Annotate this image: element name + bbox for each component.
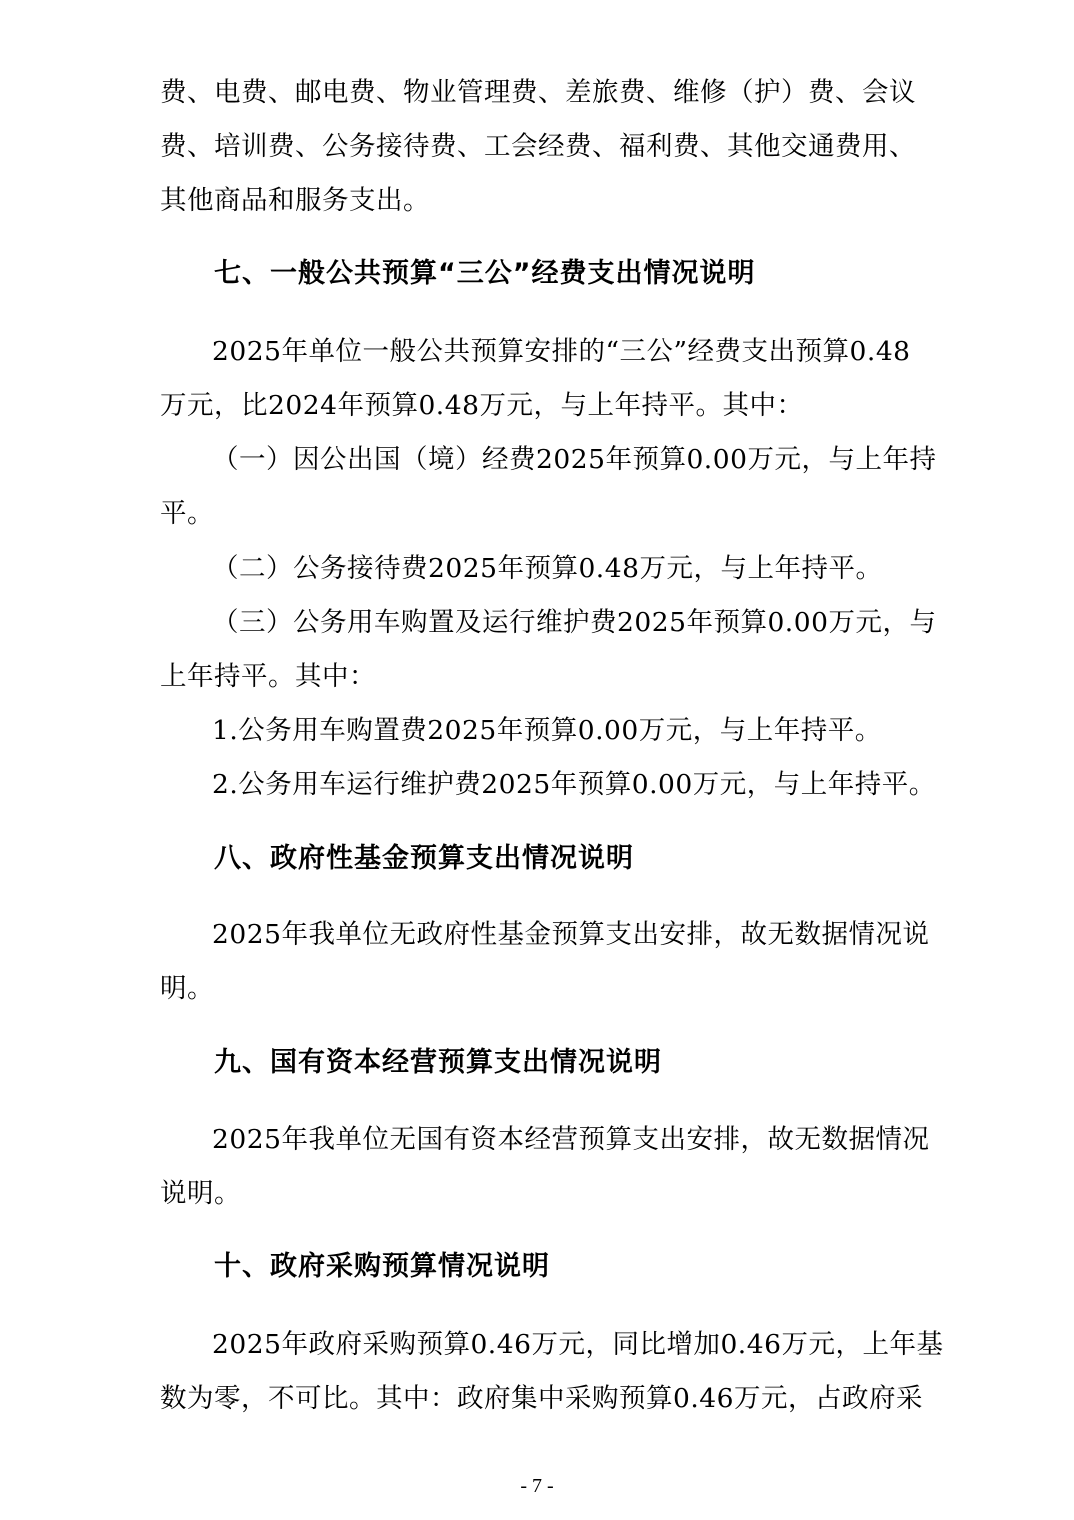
body-text-line: 上年持平。其中： [160,661,376,692]
body-text-line: （二）公务接待费2025年预算0.48万元，与上年持平。 [212,553,883,584]
body-text-line: 明。 [160,973,214,1004]
body-text-line: 1.公务用车购置费2025年预算0.00万元，与上年持平。 [212,715,882,746]
body-text-line: 万元，比2024年预算0.48万元，与上年持平。其中： [160,390,804,421]
section-heading-7: 七、一般公共预算“三公”经费支出情况说明 [214,258,756,289]
body-text-line: 2025年我单位无政府性基金预算支出安排，故无数据情况说 [212,919,930,950]
section-heading-8: 八、政府性基金预算支出情况说明 [214,843,634,874]
body-text-line: 费、培训费、公务接待费、工会经费、福利费、其他交通费用、 [160,131,916,162]
body-text-line: 2025年单位一般公共预算安排的“三公”经费支出预算0.48 [212,336,911,367]
body-text-line: 2.公务用车运行维护费2025年预算0.00万元，与上年持平。 [212,769,936,800]
body-text-line: （一）因公出国（境）经费2025年预算0.00万元，与上年持 [212,444,937,475]
section-heading-9: 九、国有资本经营预算支出情况说明 [214,1047,662,1078]
body-text-line: 费、电费、邮电费、物业管理费、差旅费、维修（护）费、会议 [160,77,916,108]
body-text-line: （三）公务用车购置及运行维护费2025年预算0.00万元，与 [212,607,937,638]
body-text-line: 说明。 [160,1178,241,1209]
page-number: - 7 - [520,1475,554,1497]
body-text-line: 其他商品和服务支出。 [160,185,430,216]
body-text-line: 数为零，不可比。其中：政府集中采购预算0.46万元，占政府采 [160,1383,924,1414]
section-heading-10: 十、政府采购预算情况说明 [214,1251,550,1282]
body-text-line: 2025年政府采购预算0.46万元，同比增加0.46万元，上年基 [212,1329,944,1360]
body-text-line: 2025年我单位无国有资本经营预算支出安排，故无数据情况 [212,1124,930,1155]
body-text-line: 平。 [160,498,214,529]
